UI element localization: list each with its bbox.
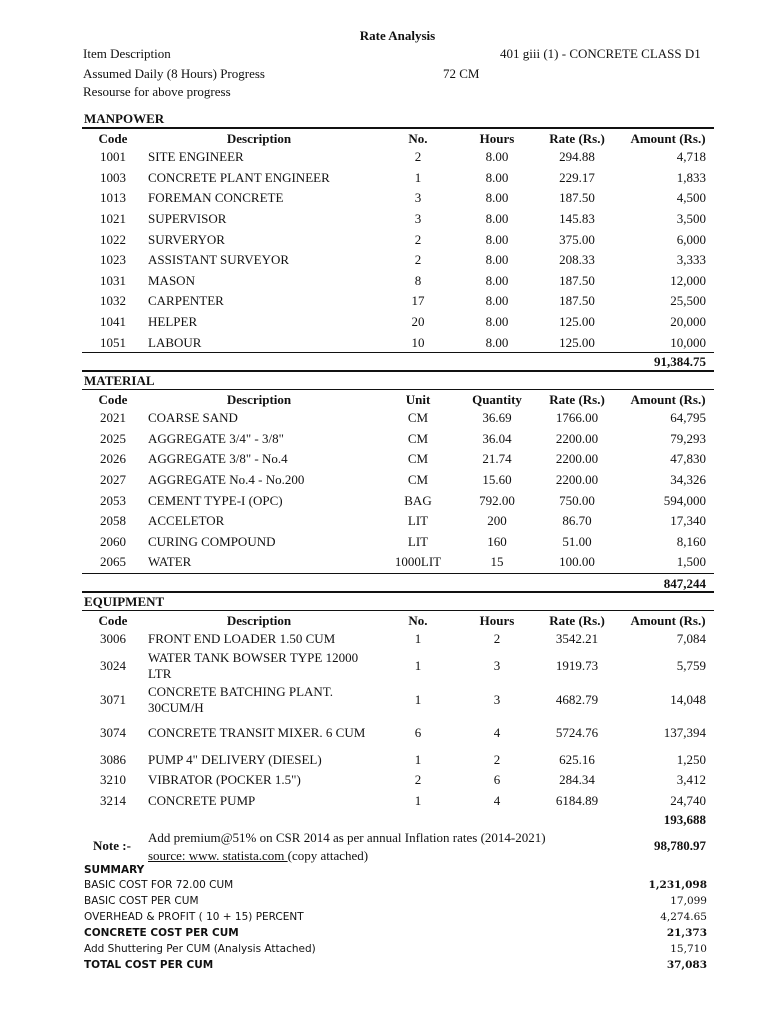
row-col4: 6 [493, 772, 501, 788]
row-amount: 6,000 [676, 231, 706, 247]
row-rate: 229.17 [559, 169, 595, 185]
row-description: MASON [148, 272, 195, 288]
material-table-row [82, 429, 714, 450]
source-link[interactable]: source: www. statista.com [148, 848, 288, 863]
material-sum-rule [82, 573, 714, 574]
row-col4: 8.00 [485, 314, 509, 330]
manpower-rows [82, 147, 714, 353]
row-code: 3074 [100, 724, 126, 740]
equipment-table-row [82, 629, 714, 650]
summary-row-label: Add Shuttering Per CUM (Analysis Attached) [84, 943, 316, 955]
row-code: 1001 [100, 149, 126, 165]
row-col4: 36.04 [482, 430, 512, 446]
material-rows [82, 408, 714, 573]
manpower-section-label: MANPOWER [84, 111, 165, 126]
row-amount: 25,500 [670, 293, 706, 309]
row-amount: 1,500 [676, 554, 706, 570]
material-table-row [82, 470, 714, 491]
note-line-2-rest: (copy attached) [287, 848, 369, 863]
col-description: Description [226, 131, 292, 146]
summary-row-value: 37,083 [666, 959, 707, 971]
row-col3: 20 [411, 314, 425, 330]
row-col4: 4 [493, 792, 501, 808]
row-code: 1021 [100, 211, 126, 227]
manpower-sum-rule [82, 352, 714, 353]
row-code: 2065 [100, 554, 126, 570]
summary-row-label: OVERHEAD & PROFIT ( 10 + 15) PERCENT [84, 911, 304, 923]
row-col3: 1000LIT [394, 554, 442, 570]
row-amount: 137,394 [663, 724, 706, 740]
material-table-row [82, 532, 714, 553]
row-code: 3006 [100, 631, 126, 647]
row-code: 3024 [100, 658, 126, 674]
row-amount: 3,500 [676, 211, 706, 227]
row-col4: 36.69 [482, 410, 512, 426]
row-code: 1023 [100, 252, 126, 268]
row-amount: 7,084 [676, 631, 706, 647]
row-rate: 86.70 [562, 513, 592, 529]
row-description: WATER [148, 554, 192, 570]
row-description: AGGREGATE 3/8" - No.4 [148, 451, 288, 467]
row-rate: 1766.00 [555, 410, 599, 426]
row-description: CEMENT TYPE-I (OPC) [148, 492, 283, 508]
row-amount: 14,048 [670, 691, 706, 707]
col-hours: Hours [479, 613, 515, 628]
material-table-row [82, 490, 714, 511]
row-col4: 2 [493, 751, 501, 767]
material-total: 847,244 [663, 576, 706, 591]
manpower-table-row [82, 291, 714, 312]
row-code: 3214 [100, 792, 126, 808]
col-rate: Rate (Rs.) [549, 131, 605, 146]
material-top-rule [82, 370, 714, 372]
row-rate: 284.34 [559, 772, 595, 788]
row-code: 3210 [100, 772, 126, 788]
row-rate: 750.00 [559, 492, 595, 508]
equipment-table-row [82, 683, 714, 716]
note-value: 98,780.97 [654, 838, 706, 853]
summary-row-value: 4,274.65 [660, 911, 707, 923]
manpower-table-row [82, 147, 714, 168]
col-rate: Rate (Rs.) [549, 613, 605, 628]
row-col3: 8 [414, 272, 422, 288]
row-col3: LIT [407, 513, 429, 529]
row-code: 1031 [100, 272, 126, 288]
col-amount: Amount (Rs.) [630, 131, 706, 146]
row-code: 1051 [100, 334, 126, 350]
row-rate: 1919.73 [555, 658, 599, 674]
resource-label: Resourse for above progress [83, 84, 231, 99]
row-col4: 15.60 [482, 472, 512, 488]
row-code: 1041 [100, 314, 126, 330]
material-table-row [82, 552, 714, 573]
row-amount: 10,000 [670, 334, 706, 350]
material-table-row [82, 408, 714, 429]
row-col4: 4 [493, 724, 501, 740]
row-rate: 187.50 [559, 293, 595, 309]
row-amount: 64,795 [670, 410, 706, 426]
row-description: AGGREGATE 3/4" - 3/8" [148, 430, 284, 446]
material-table-row [82, 449, 714, 470]
col-amount: Amount (Rs.) [630, 392, 706, 407]
row-col3: 1 [414, 658, 422, 674]
row-col3: CM [407, 472, 429, 488]
row-rate: 4682.79 [555, 691, 599, 707]
row-amount: 4,500 [676, 190, 706, 206]
row-description: PUMP 4" DELIVERY (DIESEL) [148, 751, 322, 767]
col-description: Description [226, 613, 292, 628]
row-code: 1003 [100, 169, 126, 185]
row-description: CARPENTER [148, 293, 224, 309]
row-code: 2060 [100, 533, 126, 549]
summary-label: SUMMARY [84, 864, 145, 876]
equipment-header-row [82, 611, 714, 629]
row-rate: 208.33 [559, 252, 595, 268]
col-quantity: Quantity [472, 392, 522, 407]
row-amount: 1,833 [676, 169, 706, 185]
manpower-header-row [82, 129, 714, 147]
row-description: HELPER [148, 314, 198, 330]
row-col3: CM [407, 410, 429, 426]
row-description: CONCRETE BATCHING PLANT. 30CUM/H [148, 683, 334, 715]
summary-row [84, 943, 707, 959]
row-code: 2027 [100, 472, 126, 488]
col-hours: Hours [479, 131, 515, 146]
col-unit: Unit [405, 392, 431, 407]
row-col4: 792.00 [479, 492, 515, 508]
row-code: 2026 [100, 451, 126, 467]
progress-label: Assumed Daily (8 Hours) Progress [83, 66, 265, 81]
equipment-total: 193,688 [663, 812, 706, 827]
row-col3: 2 [414, 149, 422, 165]
row-col4: 8.00 [485, 211, 509, 227]
row-col4: 15 [490, 554, 504, 570]
manpower-table-row [82, 209, 714, 230]
material-section-label: MATERIAL [84, 373, 155, 388]
summary-row-label: CONCRETE COST PER CUM [84, 927, 239, 939]
col-amount: Amount (Rs.) [630, 613, 706, 628]
summary-row-value: 15,710 [670, 943, 707, 955]
row-amount: 8,160 [676, 533, 706, 549]
col-code: Code [98, 392, 128, 407]
row-col4: 8.00 [485, 252, 509, 268]
row-rate: 5724.76 [555, 724, 599, 740]
row-amount: 3,412 [676, 772, 706, 788]
manpower-table [82, 129, 714, 353]
col-code: Code [98, 613, 128, 628]
row-rate: 625.16 [559, 751, 595, 767]
row-rate: 3542.21 [555, 631, 599, 647]
row-col3: 3 [414, 211, 422, 227]
manpower-table-row [82, 312, 714, 333]
row-rate: 6184.89 [555, 792, 599, 808]
row-description: FRONT END LOADER 1.50 CUM [148, 631, 336, 647]
row-code: 2053 [100, 492, 126, 508]
row-description: CONCRETE TRANSIT MIXER. 6 CUM [148, 724, 366, 740]
row-description: VIBRATOR (POCKER 1.5") [148, 772, 301, 788]
row-rate: 2200.00 [555, 472, 599, 488]
row-code: 2025 [100, 430, 126, 446]
row-col3: 6 [414, 724, 422, 740]
row-col3: 10 [411, 334, 425, 350]
summary-row [84, 879, 707, 895]
row-rate: 125.00 [559, 314, 595, 330]
row-col4: 160 [487, 533, 507, 549]
row-col3: 2 [414, 252, 422, 268]
row-code: 3086 [100, 751, 126, 767]
row-col4: 2 [493, 631, 501, 647]
row-amount: 12,000 [670, 272, 706, 288]
row-col3: 2 [414, 231, 422, 247]
row-rate: 51.00 [562, 533, 592, 549]
row-amount: 20,000 [670, 314, 706, 330]
manpower-table-row [82, 332, 714, 353]
note-line-2 [148, 847, 546, 865]
row-col3: 3 [414, 190, 422, 206]
row-code: 1032 [100, 293, 126, 309]
row-code: 3071 [100, 691, 126, 707]
summary-row [84, 911, 707, 927]
equipment-table-row [82, 770, 714, 791]
row-rate: 100.00 [559, 554, 595, 570]
col-description: Description [226, 392, 292, 407]
row-amount: 5,759 [676, 658, 706, 674]
equipment-section-label: EQUIPMENT [84, 594, 165, 609]
summary-row-label: BASIC COST FOR 72.00 CUM [84, 879, 234, 891]
manpower-table-row [82, 271, 714, 292]
summary-row [84, 895, 707, 911]
row-amount: 1,250 [676, 751, 706, 767]
summary-row-value: 17,099 [670, 895, 707, 907]
row-col3: LIT [407, 533, 429, 549]
row-rate: 187.50 [559, 272, 595, 288]
row-col3: 1 [414, 631, 422, 647]
material-table [82, 390, 714, 573]
row-col3: 1 [414, 691, 422, 707]
manpower-table-row [82, 188, 714, 209]
row-col4: 8.00 [485, 334, 509, 350]
row-col3: BAG [404, 492, 432, 508]
note-label: Note :- [93, 838, 131, 853]
row-col4: 3 [493, 691, 501, 707]
summary-row-label: TOTAL COST PER CUM [84, 959, 214, 971]
row-code: 2058 [100, 513, 126, 529]
row-description: CONCRETE PUMP [148, 792, 256, 808]
row-col4: 8.00 [485, 272, 509, 288]
manpower-table-row [82, 229, 714, 250]
row-col3: 1 [414, 751, 422, 767]
row-rate: 145.83 [559, 211, 595, 227]
item-description-label: Item Description [83, 46, 171, 61]
row-col4: 8.00 [485, 169, 509, 185]
row-amount: 79,293 [670, 430, 706, 446]
row-col3: 1 [414, 792, 422, 808]
col-rate: Rate (Rs.) [549, 392, 605, 407]
equipment-table-row [82, 749, 714, 770]
row-description: AGGREGATE No.4 - No.200 [148, 472, 305, 488]
row-description: WATER TANK BOWSER TYPE 12000 LTR [148, 650, 359, 682]
row-rate: 2200.00 [555, 451, 599, 467]
row-description: LABOUR [148, 334, 202, 350]
row-description: SURVERYOR [148, 231, 225, 247]
note-text [148, 829, 546, 865]
manpower-table-row [82, 250, 714, 271]
equipment-table-row [82, 650, 714, 683]
col-code: Code [98, 131, 128, 146]
row-description: COARSE SAND [148, 410, 238, 426]
note-line-1: Add premium@51% on CSR 2014 as per annual Inflation rates (2014-2021) [148, 830, 546, 845]
row-description: ACCELETOR [148, 513, 225, 529]
row-rate: 125.00 [559, 334, 595, 350]
manpower-total: 91,384.75 [654, 354, 706, 369]
row-code: 2021 [100, 410, 126, 426]
row-amount: 594,000 [663, 492, 706, 508]
row-col3: 17 [411, 293, 425, 309]
row-col4: 3 [493, 658, 501, 674]
row-col4: 8.00 [485, 231, 509, 247]
row-col3: CM [407, 430, 429, 446]
row-description: CURING COMPOUND [148, 533, 276, 549]
col-no: No. [408, 613, 428, 628]
col-no: No. [408, 131, 428, 146]
row-code: 1013 [100, 190, 126, 206]
row-col4: 200 [487, 513, 507, 529]
row-code: 1022 [100, 231, 126, 247]
row-amount: 3,333 [676, 252, 706, 268]
row-description: ASSISTANT SURVEYOR [148, 252, 290, 268]
progress-value: 72 CM [443, 66, 480, 81]
row-amount: 47,830 [670, 451, 706, 467]
row-col3: CM [407, 451, 429, 467]
summary-row-value: 21,373 [666, 927, 707, 939]
row-rate: 2200.00 [555, 430, 599, 446]
equipment-top-rule [82, 591, 714, 593]
summary-row-label: BASIC COST PER CUM [84, 895, 199, 907]
row-col3: 1 [414, 169, 422, 185]
row-description: SITE ENGINEER [148, 149, 244, 165]
equipment-rows [82, 629, 714, 811]
manpower-table-row [82, 168, 714, 189]
row-amount: 4,718 [676, 149, 706, 165]
equipment-table [82, 611, 714, 811]
summary-row-value: 1,231,098 [648, 879, 707, 891]
row-description: SUPERVISOR [148, 211, 227, 227]
equipment-table-row [82, 791, 714, 812]
material-header-row [82, 390, 714, 408]
row-col4: 8.00 [485, 293, 509, 309]
summary-row [84, 927, 707, 943]
row-rate: 375.00 [559, 231, 595, 247]
row-description: FOREMAN CONCRETE [148, 190, 284, 206]
row-col3: 2 [414, 772, 422, 788]
row-amount: 17,340 [670, 513, 706, 529]
row-col4: 8.00 [485, 190, 509, 206]
page-title: Rate Analysis [359, 28, 436, 43]
row-amount: 24,740 [670, 792, 706, 808]
material-table-row [82, 511, 714, 532]
item-description-value: 401 giii (1) - CONCRETE CLASS D1 [500, 46, 701, 61]
summary-row [84, 959, 707, 975]
equipment-table-row [82, 716, 714, 749]
row-amount: 34,326 [670, 472, 706, 488]
row-description: CONCRETE PLANT ENGINEER [148, 169, 330, 185]
row-rate: 187.50 [559, 190, 595, 206]
row-col4: 8.00 [485, 149, 509, 165]
row-rate: 294.88 [559, 149, 595, 165]
row-col4: 21.74 [482, 451, 512, 467]
